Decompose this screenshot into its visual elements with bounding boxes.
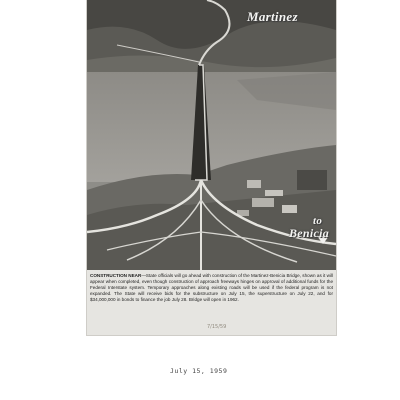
newspaper-clipping xyxy=(87,0,336,335)
handwritten-note: 7/15/59 xyxy=(207,324,227,330)
photo-label-benicia: Benicia xyxy=(289,226,330,240)
caption-lead: CONSTRUCTION NEAR xyxy=(90,273,142,278)
photo-label-martinez: Martinez xyxy=(247,9,298,24)
caption-body: —State officials will go ahead with construction of the Martinez-Benicia Bridge, shown as it will appear when completed, even though construction of approach freeways hinges on approval of additional funds for the Federal Interstate system. Temporary approaches along existing roads will be used if the federal program is not expanded. The State will receive bids for the substructure on July 15, the superstructure on July 22, and for $34,000,000 in bonds to finance the job July 28. Bridge will open in 1962. xyxy=(90,273,333,302)
photo-label-to: to xyxy=(313,215,323,227)
date-stamp: July 15, 1959 xyxy=(170,367,228,375)
aerial-bridge-photo xyxy=(87,0,336,270)
